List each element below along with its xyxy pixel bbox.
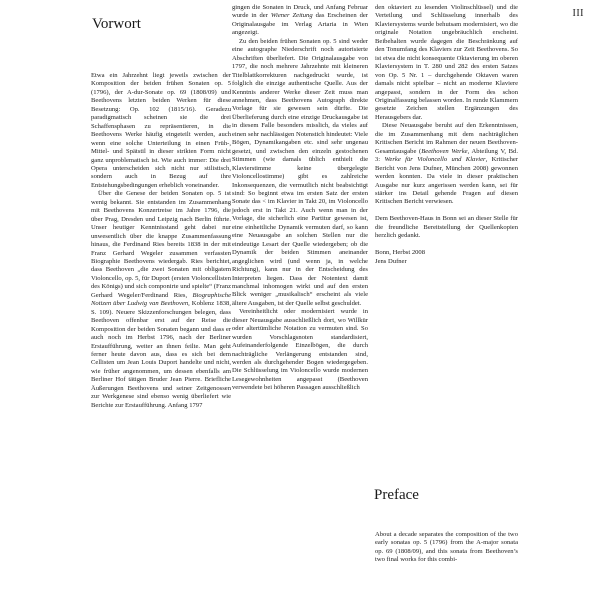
newspaper-title: Wiener Zeitung: [270, 12, 313, 20]
paragraph: Zu den beiden frühen Sonaten op. 5 sind weder eine autographe Niederschrift noch autorisierte Abschriften überliefert. Die Originalausgabe von 1797, die noch mehrere Jahrzehnte mit kleineren Titelblattkorrekturen nachgedruckt wurde, ist folglich die einzige authentische Quelle. Aus der Kenntnis anderer Werke dieser Zeit muss man annehmen, dass Beethovens Autograph direkte Vorlage für sie gewesen sein dürfte. Die Überlieferung durch eine einzige Druckausgabe ist in diesem Falle besonders misslich, da vieles auf einen sehr nachlässigen Notenstich hindeutet: Viele Bögen, Dynamikangaben etc. sind sehr ungenau gesetzt, und zwischen den einzeln gestochenen Stimmen (wie damals üblich enthielt die Klavierstimme keine übergelegte Violoncellostimme) gibt es zahlreiche Inkonsequenzen, die vermutlich nicht beabsichtigt sind: So beginnt etwa im ersten Satz der ersten Sonate das < im Klavier in Takt 20, im Violoncello jedoch erst in Takt 21. Auch wenn man in der Vorlage, die sicherlich eine Partitur gewesen ist, eine einheitliche Dynamik vermuten darf, so kann eine Neuausgabe an solchen Stellen nur die eindeutige Lesart der Quelle wiedergeben; ob die Dynamik der beiden Stimmen aneinander angeglichen wird (und wenn ja, in welche Richtung), kann nur in der Entscheidung des Interpreten liegen. Dass der Notentext damit manchmal inhomogen wirkt und auf den ersten Blick weniger „musikalisch“ erscheint als viele ältere Ausgaben, ist der Quelle selbst geschuldet.: [232, 37, 368, 307]
page-number: III: [572, 8, 584, 19]
text-run: Diese Neuausgabe beruht auf den Erkenntnissen, die im Zusammenhang mit dem nachträglichen Kritischen Bericht im Rahmen der neuen Beethoven-Gesamtausgabe (: [375, 122, 518, 155]
vorwort-column-1: [91, 72, 231, 410]
text-run: das Erscheinen der Originalausgabe im Verlag Artaria in Wien angezeigt.: [232, 12, 368, 37]
volume-title: Werke für Violoncello und Klavier: [384, 156, 486, 164]
paragraph: [375, 122, 518, 207]
paragraph: Etwa ein Jahrzehnt liegt jeweils zwischen der Komposition der beiden frühen Sonaten op. 5 (1796), der A-dur-Sonate op. 69 (1808/09) und Beethovens letzten beiden Werken für diese Besetzung: Op. 102 (1815/16). Geradezu paradigmatisch scheinen sie die drei Schaffensphasen zu repräsentieren, in die Beethovens Werke häufig eingeteilt werden, auch wenn eine solche Unterteilung in einen Früh-, Mittel- und Spätstil in dieser strikten Form nicht ganz unproblematisch ist. Wie auch immer: Die drei Opera unterscheiden sich nicht nur stilistisch, sondern auch in Bezug auf ihre Entstehungsbedingungen erheblich voneinander.: [91, 72, 231, 189]
text-run: , Koblenz 1838, S. 109). Neuere Skizzenforschungen belegen, dass Beethoven offenbar erst auf der Reise die Komposition der beiden Sonaten begann und dass er auch noch im Herbst 1796, nach der Berliner Erstaufführung, weiter an ihnen feilte. Man geht ferner heute davon aus, dass es sich bei dem Cellisten um Jean Louis Duport handelte und nicht, wie früher angenommen, um dessen ebenfalls am Berliner Hof tätigen Bruder Jean Pierre. Briefliche Äußerungen Beethovens und seiner Zeitgenossen zur Werkgenese sind ebenso wenig überliefert wie Berichte zur Erstaufführung. Anfang 1797: [91, 300, 232, 409]
paragraph: [91, 190, 231, 410]
vorwort-heading: Vorwort: [92, 16, 141, 32]
text-run: Über die Genese der beiden Sonaten op. 5 ist wenig bekannt. Sie entstanden im Zusammenhang mit Beethovens Konzertreise im Jahre 1796, die über Prag, Dresden und Leipzig nach Berlin führte. Unser heutiger Kenntnisstand geht dabei nur unwesentlich über die knappe Zusammenfassung hinaus, die Ferdinand Ries bereits 1838 in der mit Franz Gerhard Wegeler zusammen verfassten Biographie Beethovens wiedergab. Ries berichtet, dass Beethoven „die zwei Sonaten mit obligatem Violoncello, op. 5, für Duport (ersten Violoncellisten des Königs) und sich componirte und spielte“ (Franz Gerhard Wegeler/Ferdinand Ries,: [91, 190, 231, 299]
acknowledgement: Dem Beethoven-Haus in Bonn sei an dieser Stelle für die freundliche Bereitstellung der Quellenkopien herzlich gedankt.: [375, 215, 518, 240]
author-signature: Jens Dufner: [375, 257, 407, 265]
vorwort-column-2: [232, 4, 368, 393]
preface-column: [375, 531, 518, 565]
edition-title: Beethoven Werke: [421, 147, 468, 155]
preface-heading: Preface: [374, 487, 419, 503]
text-run: gingen die Sonaten in Druck, und Anfang Februar wurde in der: [232, 4, 368, 20]
book-title: Biographische Notizen über Ludwig van Beethoven: [91, 291, 231, 308]
text-run: , Kritischer Bericht von Jens Dufner, München 2008) gewonnen werden konnten. Da viele in dieser praktischen Ausgabe nur kurz angerissen werden kann, sei für stärker ins Detail gehende Fragen auf diesen Kritischen Bericht verwiesen.: [375, 156, 518, 206]
vorwort-column-3: [375, 4, 518, 266]
paragraph: About a decade separates the composition of the two early sonatas op. 5 (1796) from the A-major sonata op. 69 (1808/09), and this sonata from Beethoven’s two final works for this combi-: [375, 531, 518, 564]
place-date: Bonn, Herbst 2008: [375, 249, 426, 257]
paragraph: Vereinheitlicht oder modernisiert wurde in dieser Neuausgabe ausschließlich dort, wo Willkür oder altertümliche Notation zu vermuten sind. So wurden Vorschlagsnoten standardisiert, Aufeinanderfolgende Einzelbögen, die durch nachträgliche Verlängerung entstanden sind, werden als durchgehender Bogen wiedergegeben. Die Schlüsselung im Violoncello wurde modernen Lesegewohnheiten angepasst (Beethoven verwendete bei höheren Passagen ausschließlich: [232, 308, 368, 392]
text-run: , Abteilung V, Bd. 3:: [375, 147, 518, 164]
paragraph: [232, 4, 368, 38]
paragraph: den oktaviert zu lesenden Violinschlüssel) und die Verteilung und Schlüsselung innerhalb des Klaviersystems wurde behutsam modernisiert, wo die originale Notation ungebräuchlich erscheint. Beibehalten wurde dagegen die Beschränkung auf den Tonumfang des Klaviers zur Zeit Beethovens. So ist etwa die nicht konsequente Oktavierung im oberen Klaviersystem in T. 280 und 282 des ersten Satzes von Op. 5 Nr. 1 – durchgehende Oktaven waren damals nicht spielbar – nicht an moderne Klaviere angepasst, sondern in der Form des schon Originalfassung belassen worden. In runde Klammern gesetzte Zeichen stellen Ergänzungen des Herausgebers dar.: [375, 4, 518, 121]
